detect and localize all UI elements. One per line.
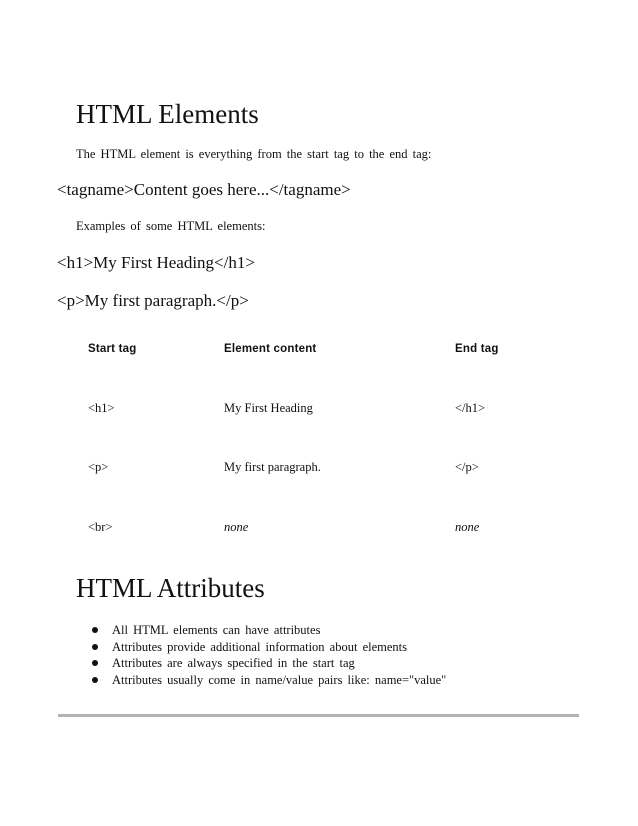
bullet-icon (92, 660, 98, 666)
paragraph-example-code: <p>My first paragraph.</p> (57, 291, 249, 310)
table-cell-element-content: My first paragraph. (224, 460, 321, 474)
list-item-text: Attributes provide additional information about elements (112, 639, 408, 654)
horizontal-divider (58, 714, 579, 717)
list-item (92, 639, 446, 656)
table-cell-element-content: none (224, 520, 249, 534)
table-cell-end-tag: </p> (455, 460, 479, 474)
table-cell-element-content: My First Heading (224, 401, 313, 415)
list-item-text: Attributes are always specified in the start tag (112, 656, 355, 670)
list-item (92, 622, 446, 639)
attributes-bullet-list (92, 622, 446, 688)
examples-label: Examples of some HTML elements: (76, 219, 266, 233)
list-item-text: Attributes usually come in name/value pairs like: name="value" (112, 672, 447, 687)
tag-syntax-example: <tagname>Content goes here...</tagname> (57, 180, 351, 199)
bullet-icon (92, 627, 98, 633)
table-cell-end-tag: </h1> (455, 401, 486, 415)
bullet-icon (92, 677, 98, 683)
heading-example-code: <h1>My First Heading</h1> (57, 253, 255, 272)
elements-intro-text: The HTML element is everything from the start tag to the end tag: (76, 147, 432, 161)
bullet-icon (92, 644, 98, 650)
list-item (92, 655, 446, 672)
list-item-text: All HTML elements can have attributes (112, 623, 321, 637)
list-item (92, 672, 446, 689)
section-heading-html-attributes: HTML Attributes (76, 573, 265, 603)
section-heading-html-elements: HTML Elements (76, 99, 259, 129)
table-cell-end-tag: none (455, 520, 480, 534)
table-header-element-content: Element content (224, 343, 317, 355)
table-header-end-tag: End tag (455, 343, 499, 355)
table-cell-start-tag: <br> (88, 520, 113, 534)
table-cell-start-tag: <h1> (88, 401, 115, 415)
table-cell-start-tag: <p> (88, 460, 109, 474)
table-header-start-tag: Start tag (88, 343, 137, 355)
